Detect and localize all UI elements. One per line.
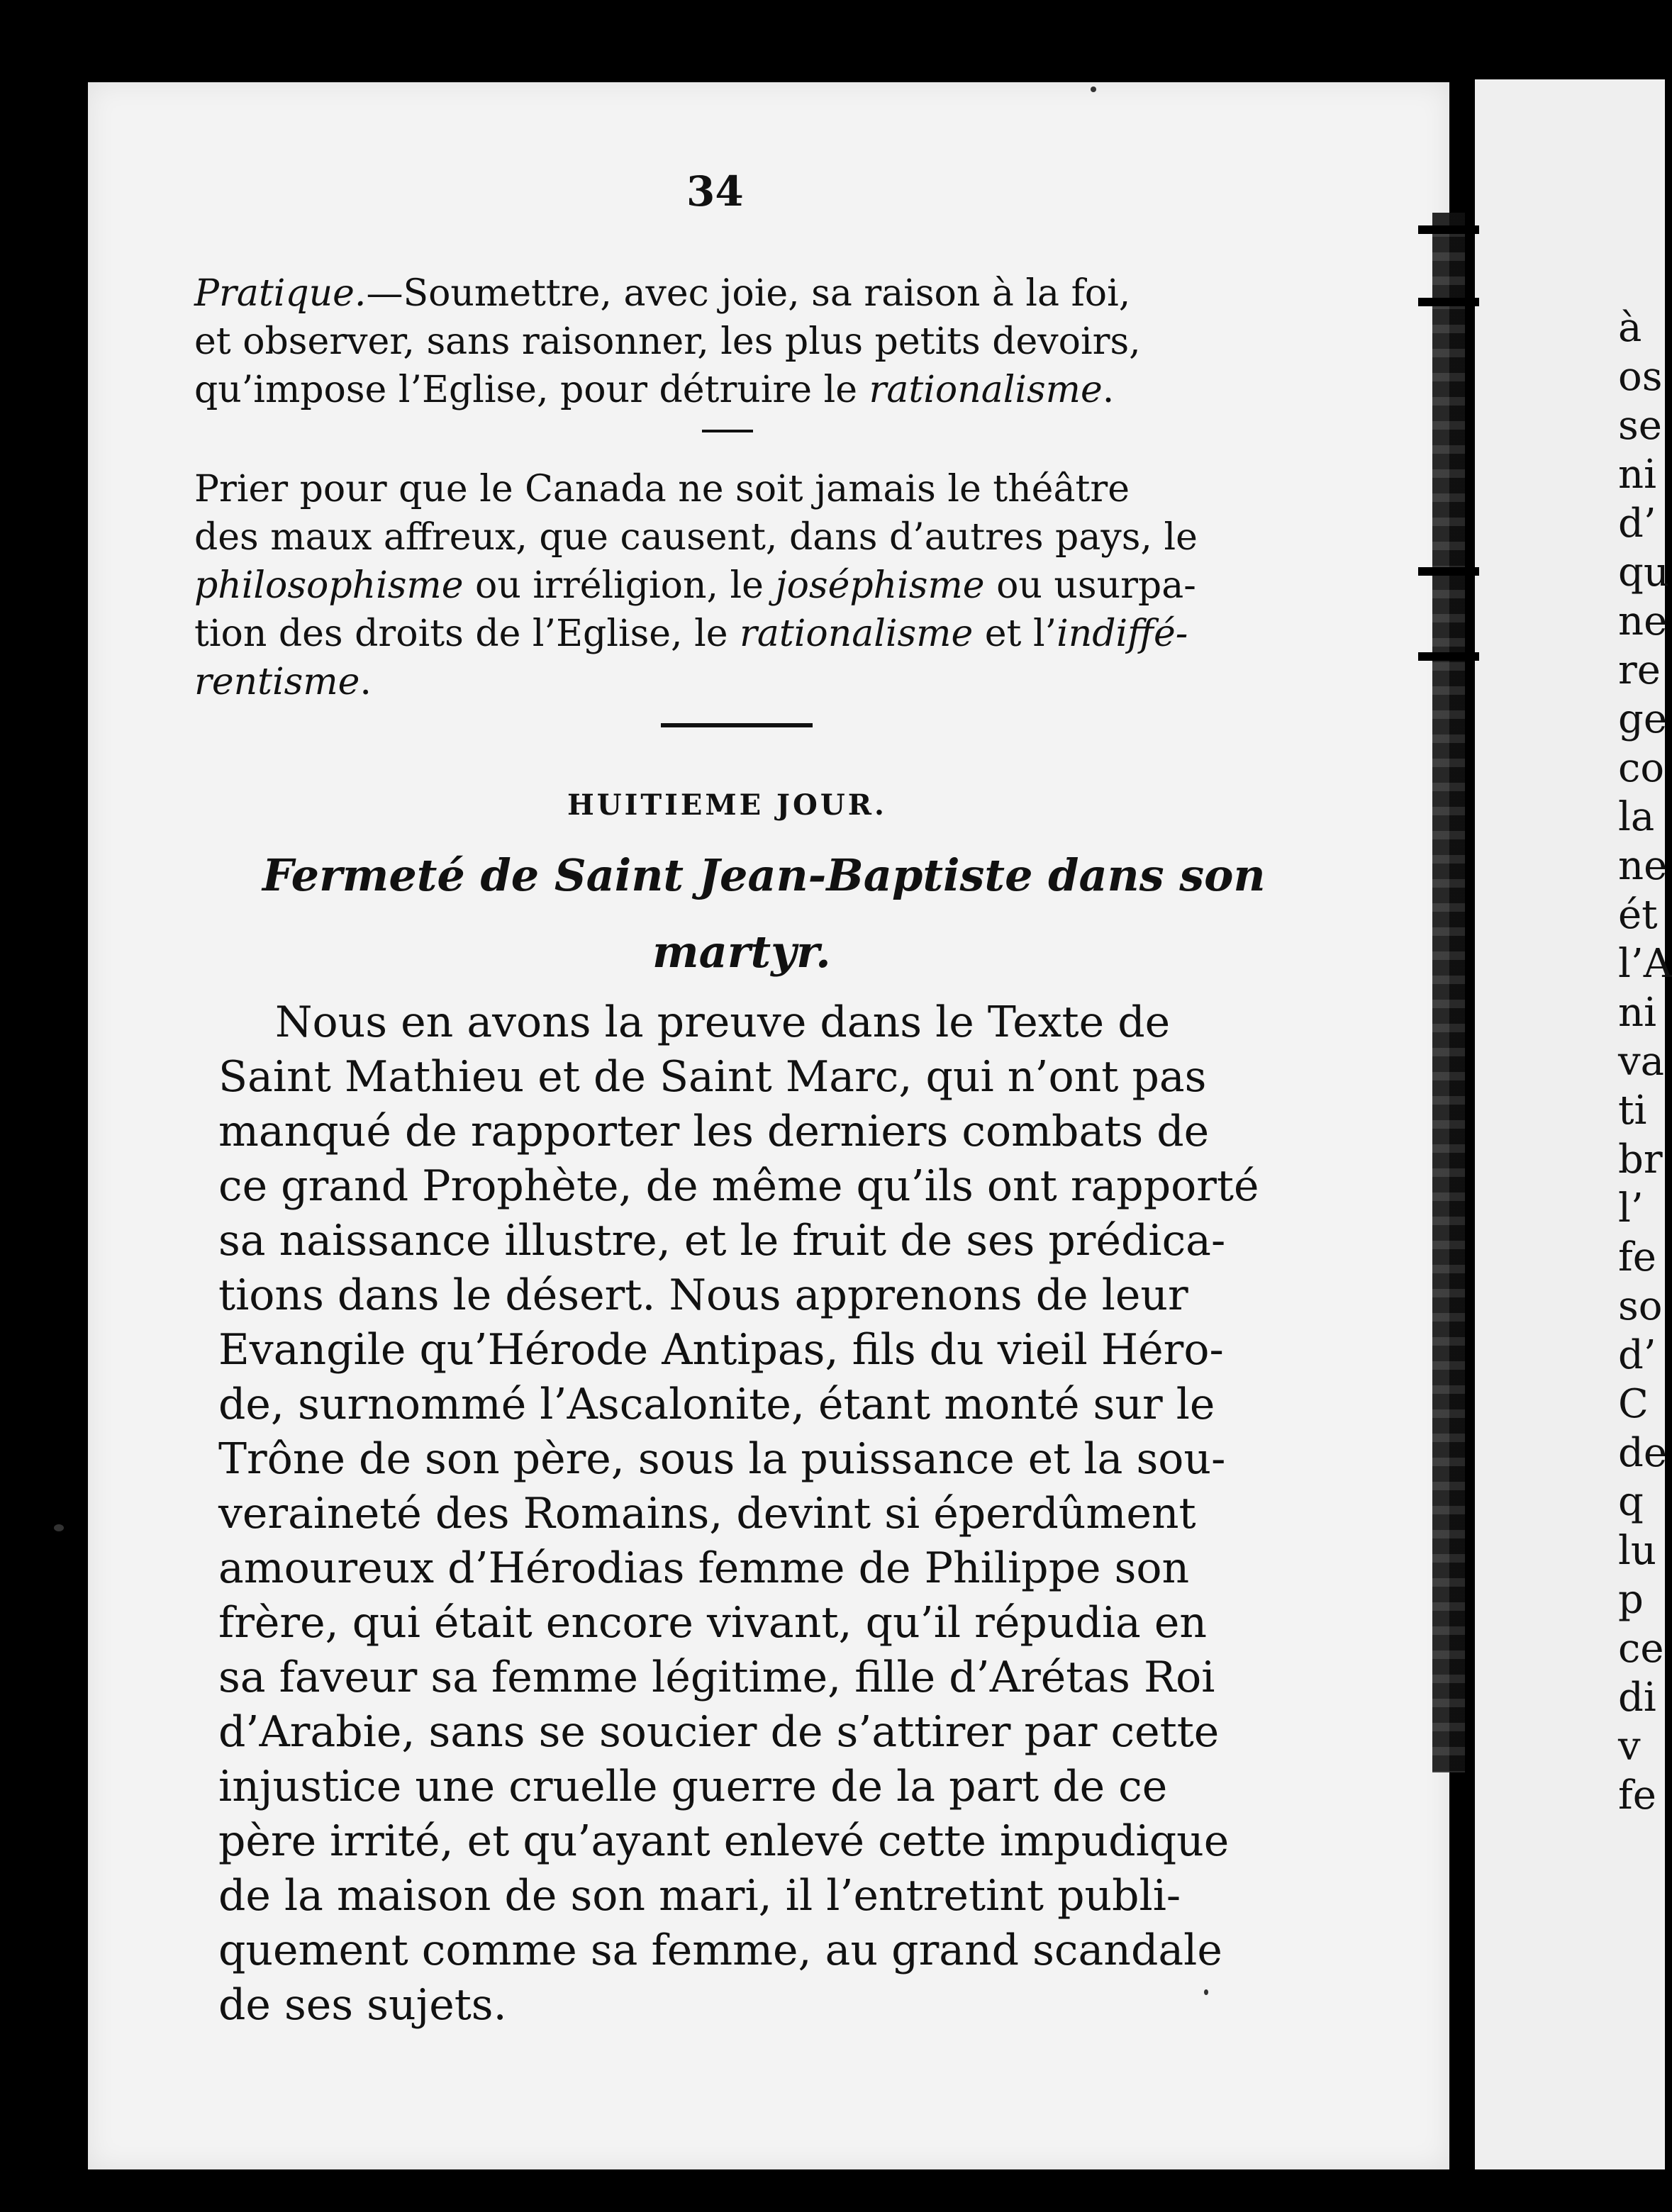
margin-fragment: fe [1618, 1234, 1656, 1280]
text-run: ou usurpa- [984, 564, 1196, 607]
body-line: ce grand Prophète, de même qu’ils ont rapporté [218, 1161, 1259, 1211]
body-line: manqué de rapporter les derniers combats de [218, 1107, 1210, 1156]
body-line: Evangile qu’Hérode Antipas, fils du vieil Héro- [218, 1325, 1224, 1375]
text-line [194, 658, 1198, 706]
margin-fragment: p [1618, 1577, 1644, 1623]
margin-fragment: ne [1618, 843, 1668, 889]
binding-stitch [1418, 567, 1479, 576]
body-line: de, surnommé l’Ascalonite, étant monté sur le [218, 1380, 1215, 1429]
text-run: qu’impose l’Eglise, pour détruire le [194, 369, 869, 411]
text-run: . [360, 661, 372, 703]
text-line [194, 366, 1141, 414]
body-line: quement comme sa femme, au grand scandale [218, 1926, 1222, 1975]
margin-fragment: q [1618, 1479, 1644, 1525]
margin-fragment: ce [1618, 1626, 1664, 1672]
body-line: tions dans le désert. Nous apprenons de leur [218, 1270, 1188, 1320]
scan-speck [54, 1524, 64, 1531]
text-run: tion des droits de l’Eglise, le [194, 613, 740, 655]
binding-stitch [1418, 298, 1479, 306]
prayer-paragraph [194, 465, 1198, 706]
page-number: 34 [686, 167, 744, 216]
margin-fragment: lu [1618, 1528, 1656, 1574]
binding-stitch [1418, 652, 1479, 661]
body-line: frère, qui était encore vivant, qu’il répudia en [218, 1598, 1208, 1648]
practice-paragraph [194, 269, 1141, 414]
margin-fragment: di [1618, 1675, 1656, 1721]
text-run: Prier pour que le Canada ne soit jamais le théâtre [194, 468, 1130, 510]
body-line: de ses sujets. [218, 1980, 507, 2030]
text-run: des maux affreux, que causent, dans d’autres pays, le [194, 516, 1198, 559]
body-line: sa faveur sa femme légitime, fille d’Arétas Roi [218, 1653, 1215, 1702]
text-line [194, 465, 1198, 513]
italic-term: philosophisme [194, 564, 464, 607]
text-line [194, 318, 1141, 366]
margin-fragment: ni [1618, 452, 1656, 498]
section-divider [661, 723, 813, 727]
margin-fragment: so [1618, 1283, 1663, 1329]
body-line: d’Arabie, sans se soucier de s’attirer par cette [218, 1707, 1220, 1757]
margin-fragment: l’ [1618, 1185, 1644, 1231]
margin-fragment: de [1618, 1430, 1667, 1476]
day-heading: HUITIEME JOUR. [567, 788, 887, 822]
margin-fragment: ni [1618, 990, 1656, 1036]
margin-fragment: se [1618, 403, 1662, 449]
italic-term: joséphisme [775, 564, 985, 607]
text-run: —Soumettre, avec joie, sa raison à la foi, [366, 272, 1131, 315]
margin-fragment: re [1618, 647, 1661, 693]
text-run: et l’ [973, 613, 1057, 655]
body-line: de la maison de son mari, il l’entretint publi- [218, 1871, 1181, 1921]
margin-fragment: qu [1618, 549, 1669, 596]
body-line: sa naissance illustre, et le fruit de ses prédica- [218, 1216, 1226, 1266]
margin-fragment: C [1618, 1381, 1649, 1427]
margin-fragment: à [1618, 305, 1642, 351]
body-line: Nous en avons la preuve dans le Texte de [275, 998, 1171, 1047]
text-line [194, 610, 1198, 658]
margin-fragment: os [1618, 354, 1663, 400]
body-line: amoureux d’Hérodias femme de Philippe son [218, 1543, 1190, 1593]
margin-fragment: co [1618, 745, 1665, 791]
margin-fragment: d’ [1618, 1332, 1656, 1378]
italic-term: indiffé- [1057, 613, 1188, 655]
text-run: ou irréligion, le [463, 564, 776, 607]
binding-stitch [1418, 225, 1479, 234]
margin-fragment: br [1618, 1136, 1663, 1183]
italic-term: rationalisme [740, 613, 974, 655]
margin-fragment: l’A [1618, 941, 1672, 987]
body-line: injustice une cruelle guerre de la part de ce [218, 1762, 1168, 1811]
scan-speck [1204, 1989, 1208, 1995]
text-line [194, 562, 1198, 610]
text-line [194, 269, 1141, 318]
margin-fragment: la [1618, 794, 1655, 840]
scan-speck [1091, 86, 1096, 92]
margin-fragment: ét [1618, 892, 1658, 938]
body-line: Trône de son père, sous la puissance et la sou- [218, 1434, 1226, 1484]
margin-fragment: ge [1618, 696, 1667, 742]
text-line [194, 513, 1198, 562]
facing-page-margin-text [1618, 303, 1672, 1820]
section-divider-short [702, 430, 753, 432]
text-run: . [1102, 369, 1115, 411]
italic-term: rationalisme [869, 369, 1103, 411]
margin-fragment: ne [1618, 598, 1668, 644]
margin-fragment: ti [1618, 1088, 1647, 1134]
body-line: veraineté des Romains, devint si éperdûment [218, 1489, 1196, 1538]
margin-fragment: d’ [1618, 501, 1656, 547]
chapter-title-line-1: Fermeté de Saint Jean-Baptiste dans son [262, 849, 1266, 901]
italic-term: rentisme [194, 661, 360, 703]
margin-fragment: v [1618, 1724, 1641, 1770]
italic-term: Pratique. [194, 272, 367, 315]
margin-fragment: va [1618, 1039, 1665, 1085]
body-line: Saint Mathieu et de Saint Marc, qui n’ont pas [218, 1052, 1207, 1102]
chapter-title-line-2: martyr. [652, 926, 831, 978]
text-run: et observer, sans raisonner, les plus petits devoirs, [194, 320, 1141, 363]
book-binding [1432, 213, 1465, 1772]
margin-fragment: fe [1618, 1772, 1656, 1819]
body-line: père irrité, et qu’ayant enlevé cette impudique [218, 1816, 1230, 1866]
body-text [218, 995, 1259, 2033]
